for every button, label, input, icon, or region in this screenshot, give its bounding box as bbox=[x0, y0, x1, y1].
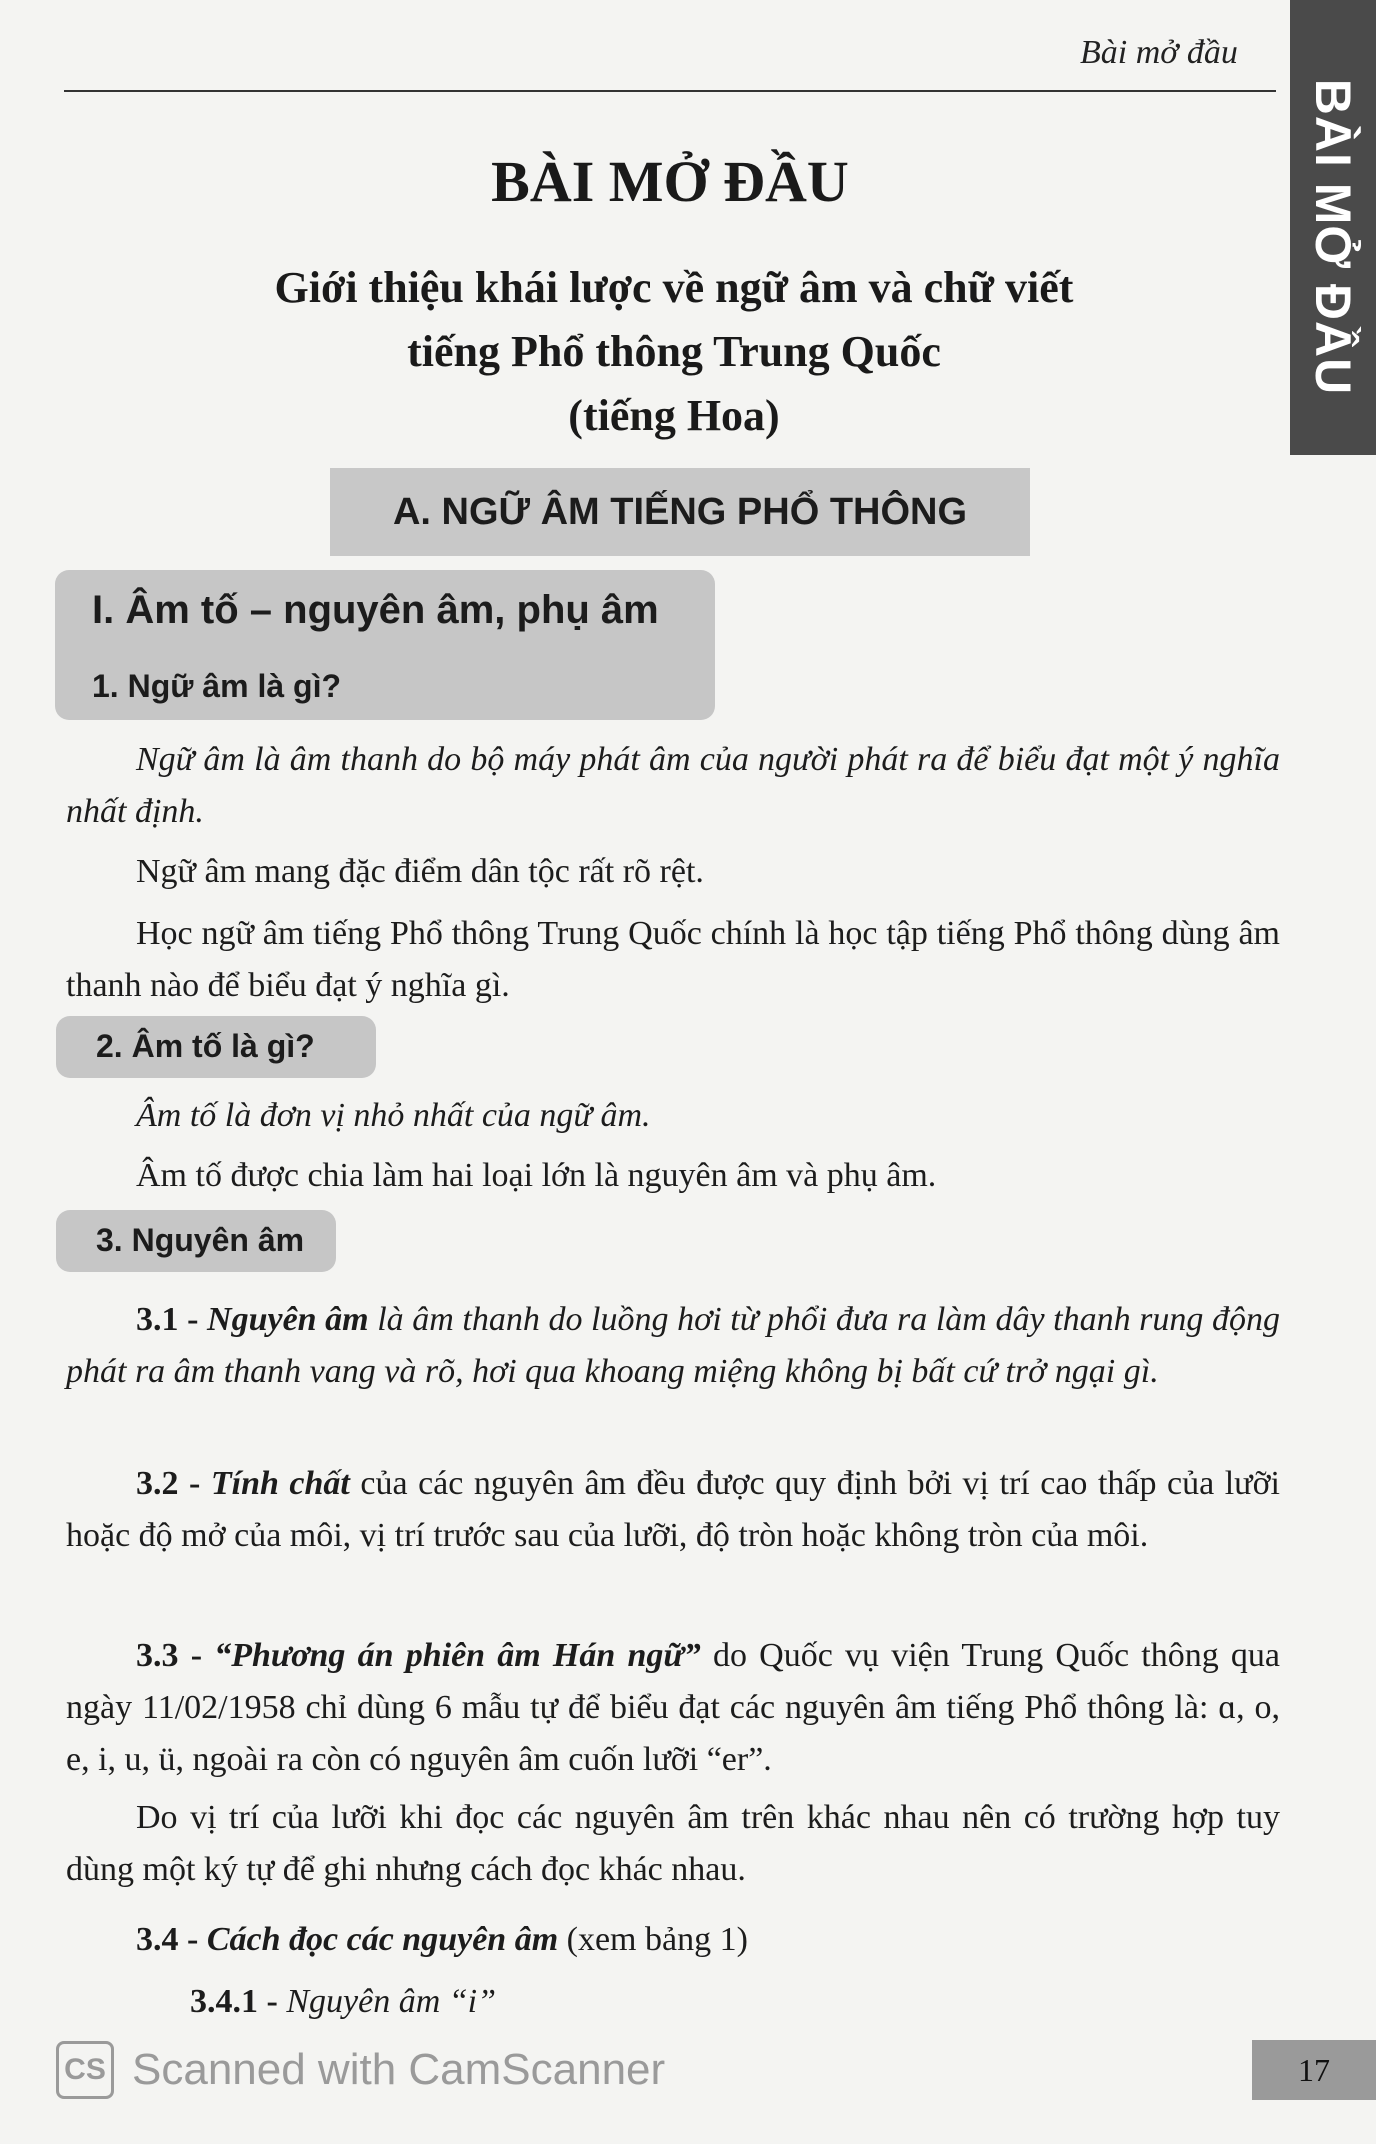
camscanner-logo: CS bbox=[56, 2041, 114, 2099]
paragraph-3-4-1 bbox=[190, 1976, 1090, 2028]
p34-rest: (xem bảng 1) bbox=[558, 1921, 748, 1958]
section-3-heading: 3. Nguyên âm bbox=[96, 1222, 305, 1258]
paragraph-3-4 bbox=[66, 1914, 1280, 1966]
p34-lead: 3.4 - bbox=[136, 1921, 207, 1958]
running-head: Bài mở đầu bbox=[1080, 34, 1238, 71]
p33-lead: 3.3 - bbox=[136, 1637, 215, 1674]
section-I-heading: I. Âm tố – nguyên âm, phụ âm bbox=[92, 588, 659, 632]
p33-rest: do Quốc vụ viện Trung Quốc thông qua ngày 11/02/1958 chỉ dùng 6 mẫu tự để biểu đạt các nguyên âm tiếng Phổ thông là: ɑ, o, e, i, u, ü, ngoài ra còn có nguyên âm cuốn lưỡi “er”. bbox=[66, 1637, 1280, 1778]
p32-rest: của các nguyên âm đều được quy định bởi vị trí cao thấp của lưỡi hoặc độ mở của môi, vị trí trước sau của lưỡi, độ tròn hoặc không tròn của môi. bbox=[66, 1465, 1280, 1554]
camscanner-watermark bbox=[56, 2040, 665, 2100]
p34-term: Cách đọc các nguyên âm bbox=[206, 1921, 559, 1958]
page-number: 17 bbox=[1252, 2040, 1376, 2100]
header-rule bbox=[64, 90, 1276, 92]
p31-lead: 3.1 - bbox=[136, 1301, 208, 1338]
paragraph-3-2 bbox=[66, 1458, 1280, 1562]
paragraph-tongue-position: Do vị trí của lưỡi khi đọc các nguyên âm trên khác nhau nên có trường hợp tuy dùng một ký tự để ghi nhưng cách đọc khác nhau. bbox=[66, 1799, 1280, 1888]
p31-term: Nguyên âm bbox=[207, 1301, 369, 1338]
p32-term: Tính chất bbox=[210, 1465, 350, 1502]
paragraph-3-3 bbox=[66, 1630, 1280, 1786]
p341-term: Nguyên âm “i” bbox=[286, 1983, 497, 2020]
paragraph-hoc-ngu-am: Học ngữ âm tiếng Phổ thông Trung Quốc chính là học tập tiếng Phổ thông dùng âm thanh nào để biểu đạt ý nghĩa gì. bbox=[66, 915, 1280, 1004]
paragraph-3-1 bbox=[66, 1294, 1280, 1398]
watermark-text: Scanned with CamScanner bbox=[132, 2045, 666, 2094]
subtitle-line-1: Giới thiệu khái lược về ngữ âm và chữ viết bbox=[274, 263, 1074, 312]
section-a-heading: A. NGỮ ÂM TIẾNG PHỔ THÔNG bbox=[330, 468, 1030, 556]
paragraph-am-to-definition: Âm tố là đơn vị nhỏ nhất của ngữ âm. bbox=[136, 1097, 651, 1134]
paragraph-ngu-am-feature: Ngữ âm mang đặc điểm dân tộc rất rõ rệt. bbox=[136, 853, 704, 890]
subtitle-line-3: (tiếng Hoa) bbox=[568, 391, 780, 440]
p31-rest: là âm thanh do luồng hơi từ phổi đưa ra làm dây thanh rung động phát ra âm thanh vang và rõ, hơi qua khoang miệng không bị bất cứ trở ngại gì. bbox=[66, 1301, 1281, 1390]
section-2-heading: 2. Âm tố là gì? bbox=[96, 1028, 315, 1064]
p341-lead: 3.4.1 - bbox=[190, 1983, 287, 2020]
p32-lead: 3.2 - bbox=[136, 1465, 211, 1502]
section-1-heading: 1. Ngữ âm là gì? bbox=[92, 668, 341, 704]
page-title: BÀI MỞ ĐẦU bbox=[491, 149, 849, 214]
paragraph-am-to-types: Âm tố được chia làm hai loại lớn là nguyên âm và phụ âm. bbox=[136, 1157, 937, 1194]
chapter-side-tab bbox=[1290, 0, 1376, 455]
subtitle-line-2: tiếng Phổ thông Trung Quốc bbox=[407, 327, 941, 376]
p33-term: “Phương án phiên âm Hán ngữ” bbox=[214, 1637, 701, 1674]
paragraph-ngu-am-definition: Ngữ âm là âm thanh do bộ máy phát âm của người phát ra để biểu đạt một ý nghĩa nhất định. bbox=[66, 741, 1280, 830]
side-tab-label: BÀI MỞ ĐẦU bbox=[1305, 78, 1361, 395]
